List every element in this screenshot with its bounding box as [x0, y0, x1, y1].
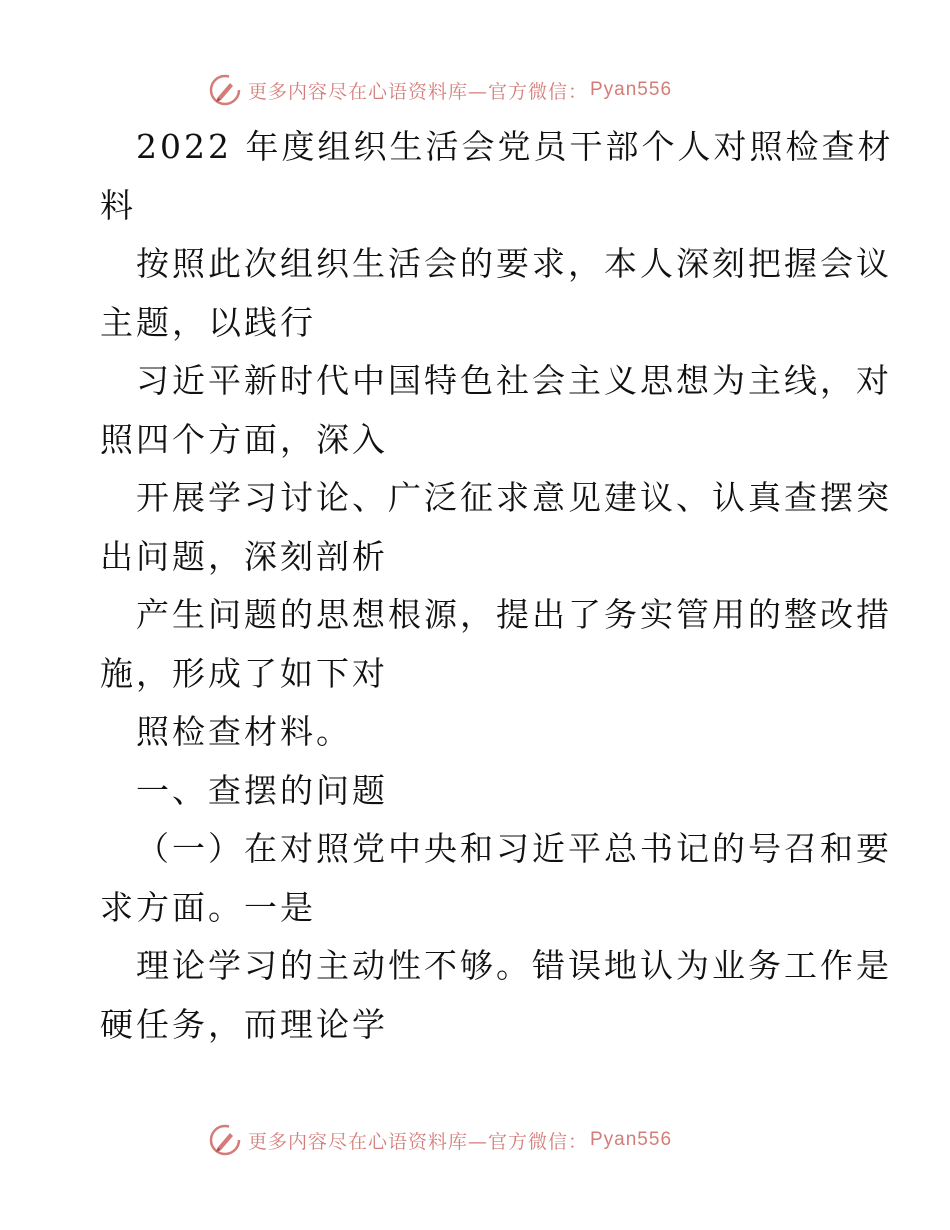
paragraph-line: 习近平新时代中国特色社会主义思想为主线，对 [136, 361, 892, 400]
watermark-wechat-id: Pyan556 [590, 1129, 673, 1150]
pen-logo-icon [208, 73, 242, 107]
paragraph-line: 照检查材料。 [136, 712, 352, 751]
paragraph-line: 开展学习讨论、广泛征求意见建议、认真查摆突 [136, 478, 892, 517]
paragraph-line: 施，形成了如下对 [100, 653, 388, 693]
section-heading: 一、查摆的问题 [136, 770, 388, 810]
watermark-text: 更多内容尽在心语资料库—官方微信： [247, 1130, 588, 1153]
paragraph-line: 照四个方面，深入 [100, 419, 388, 459]
paragraph-line: 主题，以践行 [100, 302, 316, 342]
paragraph-line: 出问题，深刻剖析 [100, 536, 388, 576]
document-body [100, 118, 894, 1054]
paragraph-line: 硬任务，而理论学 [100, 1004, 388, 1044]
paragraph-line: 求方面。一是 [100, 887, 316, 927]
paragraph-line: 产生问题的思想根源，提出了务实管用的整改措 [136, 595, 892, 634]
pen-logo-icon [208, 1123, 242, 1157]
document-title-line-2: 料 [100, 185, 136, 225]
paragraph-line: 按照此次组织生活会的要求，本人深刻把握会议 [136, 244, 892, 283]
watermark-wechat-id: Pyan556 [590, 79, 673, 100]
watermark-text: 更多内容尽在心语资料库—官方微信： [247, 80, 588, 103]
watermark-footer [0, 1120, 950, 1160]
paragraph-line: （一）在对照党中央和习近平总书记的号召和要 [136, 829, 892, 868]
watermark-header [0, 70, 950, 110]
document-title-line-1: 2022 年度组织生活会党员干部个人对照检查材 [136, 127, 894, 166]
paragraph-line: 理论学习的主动性不够。错误地认为业务工作是 [136, 946, 892, 985]
